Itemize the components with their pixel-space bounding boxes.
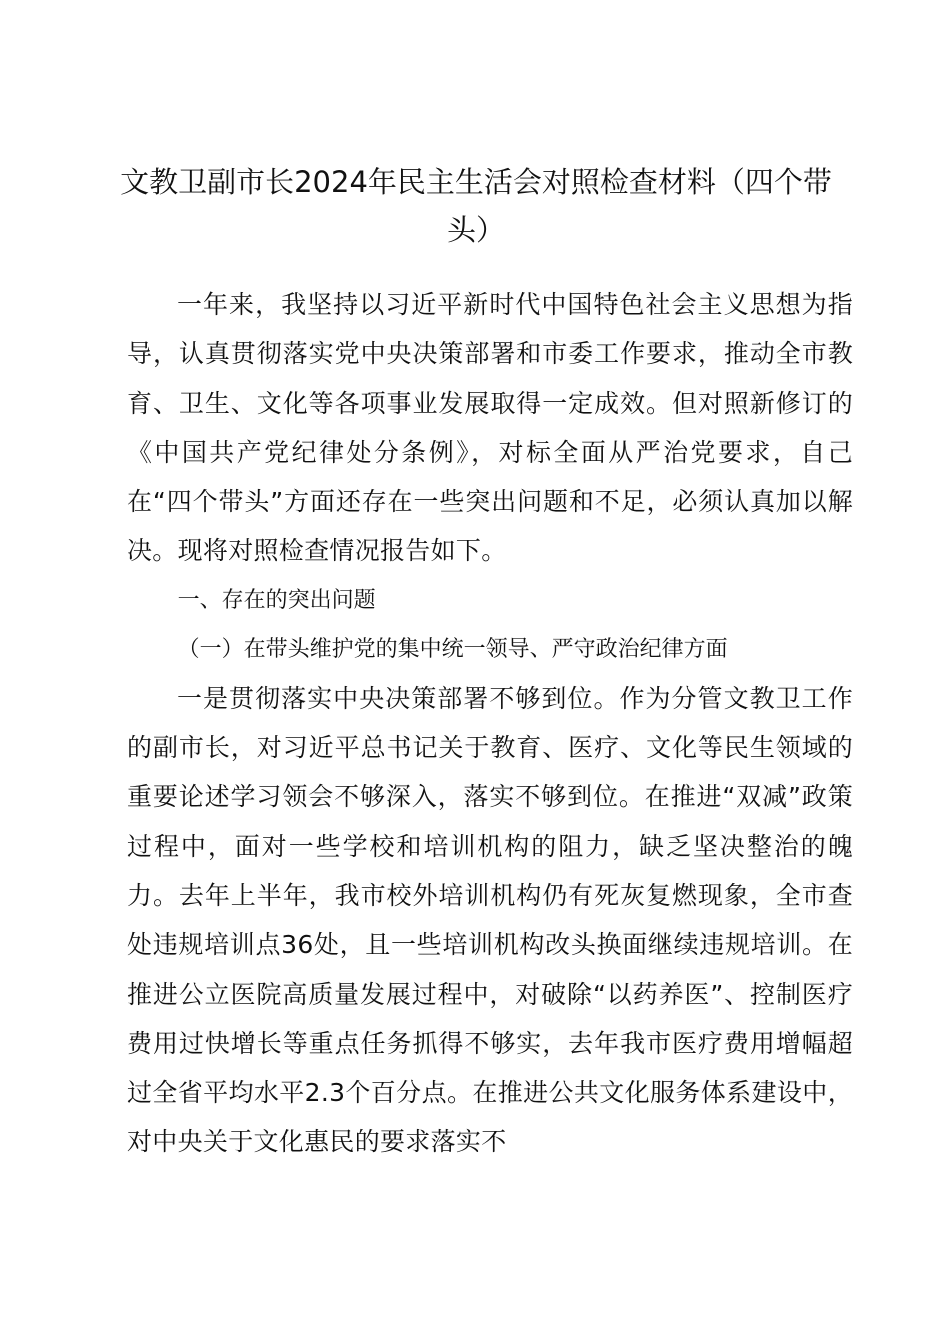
document-title: 文教卫副市长2024年民主生活会对照检查材料（四个带头） — [120, 165, 832, 247]
subsection-heading: （一）在带头维护党的集中统一领导、严守政治纪律方面 — [177, 636, 728, 662]
document-body — [127, 280, 853, 1167]
body-paragraph: 一是贯彻落实中央决策部署不够到位。作为分管文教卫工作的副市长，对习近平总书记关于教育、医疗、文化等民生领域的重要论述学习领会不够深入，落实不够到位。在推进“双减”政策过程中，面对一些学校和培训机构的阻力，缺乏坚决整治的魄力。去年上半年，我市校外培训机构仍有死灰复燃现象，全市查处违规培训点36处，且一些培训机构改头换面继续违规培训。在推进公立医院高质量发展过程中，对破除“以药养医”、控制医疗费用过快增长等重点任务抓得不够实，去年我市医疗费用增幅超过全省平均水平2.3个百分点。在推进公共文化服务体系建设中，对中央关于文化惠民的要求落实不 — [127, 683, 853, 1157]
section-heading: 一、存在的突出问题 — [177, 587, 376, 613]
intro-paragraph: 一年来，我坚持以习近平新时代中国特色社会主义思想为指导，认真贯彻落实党中央决策部署和市委工作要求，推动全市教育、卫生、文化等各项事业发展取得一定成效。但对照新修订的《中国共产党纪律处分条例》，对标全面从严治党要求，自己在“四个带头”方面还存在一些突出问题和不足，必须认真加以解决。现将对照检查情况报告如下。 — [127, 290, 853, 566]
